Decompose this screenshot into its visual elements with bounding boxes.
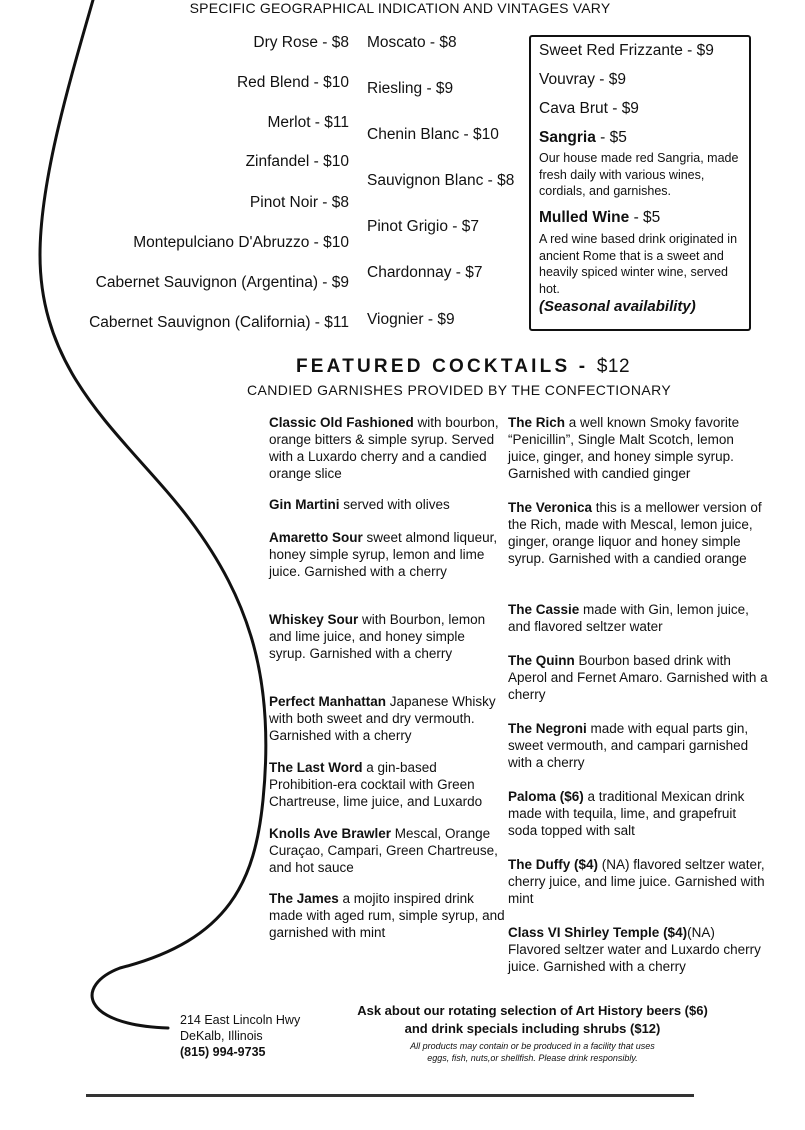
cocktail-desc: (NA) Flavored seltzer water and Luxardo cherry juice. Garnished with a cherry: [508, 925, 761, 974]
cocktail-desc: Mescal, Orange Curaçao, Campari, Green Chartreuse, and hot sauce: [269, 826, 498, 875]
sangria-title: [539, 129, 627, 147]
cocktail-item: [269, 759, 505, 810]
vintage-note: SPECIFIC GEOGRAPHICAL INDICATION AND VINTAGES VARY: [189, 0, 611, 16]
sangria-price: - $5: [595, 129, 627, 146]
cocktail-name: Paloma ($6): [508, 789, 584, 804]
cocktail-item: [269, 496, 505, 513]
wine-item: Merlot - $11: [267, 114, 349, 131]
featured-cocktails-heading: [296, 356, 630, 378]
wine-item: Viognier - $9: [367, 311, 455, 328]
address-line-1: 214 East Lincoln Hwy: [180, 1013, 301, 1027]
cocktail-desc: a traditional Mexican drink made with tequila, lime, and grapefruit soda topped with salt: [508, 789, 745, 838]
cocktail-item: [508, 856, 768, 907]
cocktail-item: [269, 825, 505, 876]
cocktail-desc: Japanese Whisky with both sweet and dry vermouth. Garnished with a cherry: [269, 694, 496, 743]
cocktail-item: [508, 788, 768, 839]
cocktail-desc: made with equal parts gin, sweet vermouth, and campari garnished with a cherry: [508, 721, 749, 770]
wine-item: Zinfandel - $10: [245, 153, 349, 170]
cocktail-desc: a gin-based Prohibition-era cocktail with Green Chartreuse, lime juice, and Luxardo: [269, 760, 483, 809]
cocktail-desc: with Bourbon, lemon and lime juice, and honey simple syrup. Garnished with a cherry: [269, 612, 486, 661]
cocktail-desc: a mojito inspired drink made with aged rum, simple syrup, and garnished with mint: [269, 891, 505, 940]
box-wine-item: Cava Brut - $9: [539, 100, 639, 117]
wine-item: Chardonnay - $7: [367, 264, 483, 281]
featured-price: $12: [596, 356, 631, 377]
wine-item: Dry Rose - $8: [253, 34, 349, 51]
cocktail-item: [269, 414, 505, 482]
mulled-wine-name: Mulled Wine: [539, 209, 630, 226]
cocktail-name: The Negroni: [508, 721, 587, 736]
cocktail-desc: sweet almond liqueur, honey simple syrup, lemon and lime juice. Garnished with a cherry: [269, 530, 498, 579]
cocktail-desc: Bourbon based drink with Aperol and Fernet Amaro. Garnished with a cherry: [508, 653, 768, 702]
address-line-2: DeKalb, Illinois: [180, 1029, 263, 1043]
wine-item: Montepulciano D'Abruzzo - $10: [133, 234, 349, 251]
cocktail-item: [508, 601, 768, 635]
cocktail-item: [508, 499, 768, 567]
cocktail-desc: served with olives: [339, 497, 450, 512]
cocktail-name: The Last Word: [269, 760, 363, 775]
wine-item: Pinot Grigio - $7: [367, 218, 479, 235]
cocktail-item: [269, 693, 505, 744]
cocktail-item: [508, 924, 768, 975]
cocktail-desc: with bourbon, orange bitters & simple syrup. Served with a Luxardo cherry and a candied orange slice: [269, 415, 499, 481]
wine-item: Cabernet Sauvignon (Argentina) - $9: [95, 274, 349, 291]
cocktail-name: The James: [269, 891, 339, 906]
cocktail-item: [269, 529, 505, 580]
wine-item: Red Blend - $10: [236, 74, 349, 91]
box-wine-item: Sweet Red Frizzante - $9: [539, 42, 714, 59]
cocktail-desc: a well known Smoky favorite “Penicillin”, Single Malt Scotch, lemon juice, ginger, and honey simple syrup. Garnished with candied ginger: [508, 415, 740, 481]
phone-number: (815) 994-9735: [180, 1045, 266, 1059]
disclaimer-line-2: eggs, fish, nuts,or shellfish. Please drink responsibly.: [427, 1053, 638, 1063]
cocktail-name: The Cassie: [508, 602, 580, 617]
mulled-wine-price: - $5: [629, 209, 661, 226]
wine-item: Chenin Blanc - $10: [367, 126, 499, 143]
box-wine-item: Vouvray - $9: [539, 71, 627, 88]
cocktail-desc: made with Gin, lemon juice, and flavored seltzer water: [508, 602, 749, 634]
ask-line-1: Ask about our rotating selection of Art History beers ($6): [357, 1003, 708, 1018]
cocktail-name: The Rich: [508, 415, 566, 430]
cocktail-name: Classic Old Fashioned: [269, 415, 414, 430]
cocktail-name: The Quinn: [508, 653, 575, 668]
seasonal-note: (Seasonal availability): [539, 298, 696, 315]
wine-item: Pinot Noir - $8: [249, 194, 349, 211]
wine-item: Sauvignon Blanc - $8: [367, 172, 515, 189]
allergen-disclaimer: [360, 1040, 705, 1064]
cocktail-item: [269, 611, 505, 662]
cocktail-item: [508, 720, 768, 771]
cocktail-item: [269, 890, 505, 941]
cocktail-item: [508, 652, 768, 703]
featured-title: FEATURED COCKTAILS -: [296, 356, 597, 377]
ask-line-2: and drink specials including shrubs ($12): [404, 1021, 661, 1036]
cocktail-desc: this is a mellower version of the Rich, made with Mescal, lemon juice, ginger, orange liquor and honey simple syrup. Garnished with a candied orange: [508, 500, 762, 566]
cocktail-name: The Duffy ($4): [508, 857, 599, 872]
wine-item: Riesling - $9: [367, 80, 454, 97]
cocktail-desc: (NA) flavored seltzer water, cherry juice, and lime juice. Garnished with mint: [508, 857, 765, 906]
cocktail-name: Amaretto Sour: [269, 530, 363, 545]
cocktail-item: [508, 414, 768, 482]
beer-specials-note: [335, 1002, 730, 1038]
cocktail-name: Knolls Ave Brawler: [269, 826, 392, 841]
garnish-note: CANDIED GARNISHES PROVIDED BY THE CONFECTIONARY: [247, 382, 672, 398]
bottom-divider: [86, 1094, 694, 1097]
sangria-name: Sangria: [539, 129, 596, 146]
sangria-description: Our house made red Sangria, made fresh daily with various wines, cordials, and garnishes.: [539, 151, 739, 198]
cocktail-name: Gin Martini: [269, 497, 340, 512]
wine-item: Moscato - $8: [367, 34, 457, 51]
cocktail-name: Whiskey Sour: [269, 612, 359, 627]
cocktail-name: The Veronica: [508, 500, 593, 515]
disclaimer-line-1: All products may contain or be produced in a facility that uses: [410, 1041, 655, 1051]
wine-item: Cabernet Sauvignon (California) - $11: [89, 314, 349, 331]
cocktail-name: Perfect Manhattan: [269, 694, 387, 709]
mulled-wine-description: A red wine based drink originated in ancient Rome that is a sweet and heavily spiced winter wine, served hot.: [539, 232, 738, 296]
mulled-wine-title: [539, 209, 660, 227]
cocktail-name: Class VI Shirley Temple ($4): [508, 925, 688, 940]
